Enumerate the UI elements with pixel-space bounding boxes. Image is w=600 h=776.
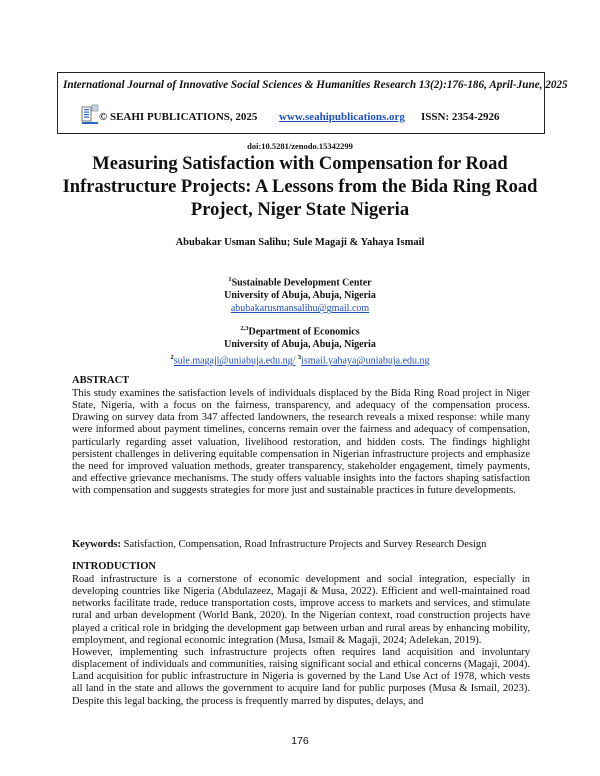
abstract-heading: ABSTRACT xyxy=(72,375,130,386)
journal-header-box xyxy=(57,72,568,134)
affiliation-2-email-1-link[interactable]: sule.magaji@uniabuja.edu.ng/ xyxy=(173,355,296,367)
email-2-marker: 3 xyxy=(297,354,302,362)
affiliation-2-email-2-link[interactable]: ismail.yahaya@uniabuja.edu.ng xyxy=(301,355,430,367)
email-1-marker: 2 xyxy=(170,354,174,362)
affiliation-2 xyxy=(0,322,600,368)
introduction-paragraph-2: However, implementing such infrastructure projects often requires land acquisition and involuntary displacement of individuals and communities, raising significant social and ethical concerns (Magaji, 2004). Land acquisition for public infrastructure in Nigeria is governed by the Land Use Act of 1978, which vests all land in the state and allows the government to acquire land for public purposes (Musa & Ismail, 2023). Despite this legal backing, the process is frequently marred by disputes, delays, and xyxy=(72,647,530,707)
journal-citation: International Journal of Innovative Social Sciences & Humanities Research 13(2):176-186, April-June, 2025 xyxy=(63,79,568,91)
website-link[interactable]: www.seahipublications.org xyxy=(279,111,405,123)
page-number: 176 xyxy=(291,735,309,747)
introduction-heading: INTRODUCTION xyxy=(72,561,157,572)
abstract-text: This study examines the satisfaction levels of individuals displaced by the Bida Ring Road project in Niger State, Nigeria, with a focus on the fairness, transparency, and adequacy of the compensation process. Drawing on survey data from 347 affected landowners, the research reveals a mixed response: while many were informed about payment timelines, concerns remain over the fairness and adequacy of compensation, particularly regarding asset valuation, livelihood restoration, and hidden costs. The findings highlight persistent challenges in delivering equitable compensation in Nigerian infrastructure projects and emphasize the need for improved valuation methods, greater transparency, stakeholder engagement, timely payments, and effective grievance mechanisms. The study offers valuable insights into the factors shaping satisfaction with compensation and suggests strategies for more just and sustainable practices in future developments. xyxy=(72,388,530,497)
copyright-text: © SEAHI PUBLICATIONS, 2025 xyxy=(99,111,258,123)
affiliation-1-dept: Sustainable Development Center xyxy=(231,277,372,289)
paper-title: Measuring Satisfaction with Compensation for Road Infrastructure Projects: A Lessons from the Bida Ring Road Project, Niger State Nigeria xyxy=(62,154,538,220)
affiliation-2-dept: Department of Economics xyxy=(248,326,360,338)
author-list: Abubakar Usman Salihu; Sule Magaji & Yahaya Ismail xyxy=(175,237,425,248)
affiliation-1 xyxy=(0,273,600,315)
publisher-row xyxy=(58,103,544,129)
keywords xyxy=(72,539,532,550)
keywords-label: Keywords: xyxy=(72,539,121,550)
introduction-paragraph-1: Road infrastructure is a cornerstone of economic development and social integration, especially in developing countries like Nigeria (Abdulazeez, Magaji & Musa, 2022). Efficient and well-maintained road networks facilitate trade, reduce transportation costs, improve access to markets and services, and stimulate rural and urban development (World Bank, 2020). In the Nigerian context, road construction projects have played a critical role in bridging the development gap between urban and rural areas by enhancing mobility, employment, and regional economic integration (Musa, Ismail & Magaji, 2024; Adelekan, 2019). xyxy=(72,574,530,646)
affiliation-1-university: University of Abuja, Abuja, Nigeria xyxy=(224,290,376,302)
keywords-text: Satisfaction, Compensation, Road Infrastructure Projects and Survey Research Design xyxy=(123,539,487,550)
affiliation-2-university: University of Abuja, Abuja, Nigeria xyxy=(224,339,376,351)
doi: doi:10.5281/zenodo.15342299 xyxy=(247,141,353,151)
issn-text: ISSN: 2354-2926 xyxy=(421,111,500,123)
affiliation-1-email-link[interactable]: abubakarusmansalihu@gmail.com xyxy=(230,303,370,315)
affiliation-2-marker: 2,3 xyxy=(240,325,249,332)
affiliation-1-marker: 1 xyxy=(228,276,232,283)
